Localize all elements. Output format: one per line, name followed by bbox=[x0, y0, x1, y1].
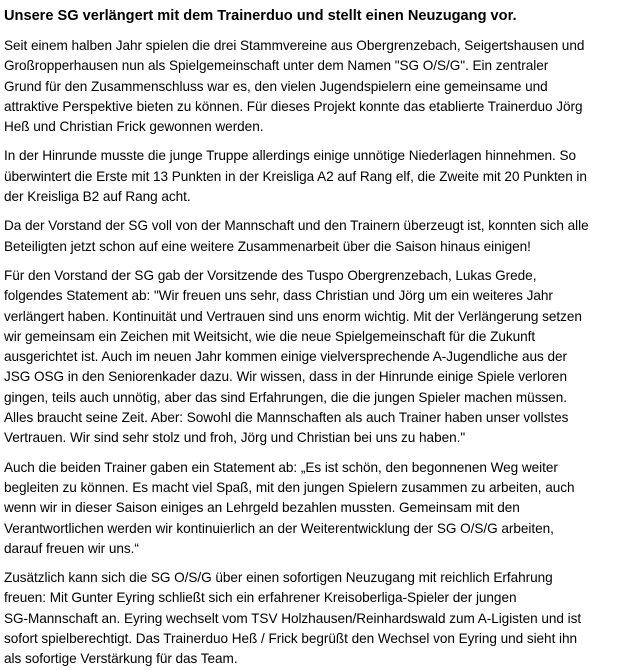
paragraph-line: verlängert haben. Kontinuität und Vertrauen sind uns enorm wichtig. Mit der Verlängerung setzen bbox=[4, 308, 582, 324]
paragraph-line: der Kreisliga B2 auf Rang acht. bbox=[4, 189, 191, 205]
article-paragraph bbox=[4, 146, 613, 207]
article-headline: Unsere SG verlängert mit dem Trainerduo und stellt einen Neuzugang vor. bbox=[4, 8, 517, 24]
paragraph-line: Heß und Christian Frick gewonnen werden. bbox=[4, 119, 264, 135]
paragraph-line: attraktive Perspektive bieten zu können. Für dieses Projekt konnte das etablierte Trainerduo Jörg bbox=[4, 98, 583, 114]
paragraph-line: Auch die beiden Trainer gaben ein Statement ab: „Es ist schön, den begonnenen Weg weiter bbox=[4, 459, 558, 475]
paragraph-line: folgendes Statement ab: "Wir freuen uns sehr, dass Christian und Jörg um ein weiteres Jahr bbox=[4, 288, 553, 304]
paragraph-line: freuen: Mit Gunter Eyring schließt sich ein erfahrener Kreisoberliga-Spieler der jungen bbox=[4, 590, 517, 606]
paragraph-line: Verantwortlichen werden wir kontinuierlich an der Weiterentwicklung der SG O/S/G arbeiten, bbox=[4, 520, 554, 536]
paragraph-line: JSG OSG in den Seniorenkader dazu. Wir wissen, dass in der Hinrunde einige Spiele verloren bbox=[4, 369, 567, 385]
article-paragraph bbox=[4, 266, 613, 449]
paragraph-line: sofort spielberechtigt. Das Trainerduo Heß / Frick begrüßt den Wechsel von Eyring und sieht ihn bbox=[4, 631, 578, 647]
paragraph-line: darauf freuen wir uns.“ bbox=[4, 540, 139, 556]
paragraph-line: Großropperhausen nun als Spielgemeinschaft unter dem Namen "SG O/S/G". Ein zentraler bbox=[4, 58, 549, 74]
article-body bbox=[4, 36, 613, 670]
paragraph-line: Seit einem halben Jahr spielen die drei Stammvereine aus Obergrenzebach, Seigertshausen und bbox=[4, 38, 585, 53]
paragraph-line: überwintert die Erste mit 13 Punkten in der Kreisliga A2 auf Rang elf, die Zweite mit 20 Punkten in bbox=[4, 168, 587, 184]
paragraph-line: Für den Vorstand der SG gab der Vorsitzende des Tuspo Obergrenzebach, Lukas Grede, bbox=[4, 267, 537, 283]
article-paragraph bbox=[4, 458, 613, 559]
article-paragraph bbox=[4, 568, 613, 669]
paragraph-line: ausgerichtet ist. Auch im neuen Jahr kommen einige vielversprechende A-Jugendliche aus der bbox=[4, 349, 567, 365]
article-paragraph bbox=[4, 36, 613, 137]
paragraph-line: Grund für den Zusammenschluss war es, den vielen Jugendspielern eine gemeinsame und bbox=[4, 78, 548, 94]
paragraph-line: Da der Vorstand der SG voll von der Mannschaft und den Trainern überzeugt ist, konnten sich alle bbox=[4, 218, 589, 234]
paragraph-line: In der Hinrunde musste die junge Truppe allerdings einige unnötige Niederlagen hinnehmen. So bbox=[4, 148, 577, 164]
paragraph-line: Beteiligten jetzt schon auf eine weitere Zusammenarbeit über die Saison hinaus einigen! bbox=[4, 238, 531, 254]
paragraph-line: Vertrauen. Wir sind sehr stolz und froh, Jörg und Christian bei uns zu haben." bbox=[4, 430, 466, 446]
paragraph-line: Zusätzlich kann sich die SG O/S/G über einen sofortigen Neuzugang mit reichlich Erfahrung bbox=[4, 570, 553, 586]
paragraph-line: gingen, teils auch unnötig, aber das sind Erfahrungen, die die jungen Spieler machen müssen. bbox=[4, 389, 567, 405]
paragraph-line: als sofortige Verstärkung für das Team. bbox=[4, 651, 238, 667]
article-paragraph bbox=[4, 216, 613, 257]
paragraph-line: begleiten zu können. Es macht viel Spaß, mit den jungen Spielern zusammen zu arbeiten, auch bbox=[4, 479, 575, 495]
paragraph-line: wenn wir in dieser Saison einiges an Lehrgeld bezahlen mussten. Gemeinsam mit den bbox=[4, 500, 520, 516]
paragraph-line: SG-Mannschaft an. Eyring wechselt vom TSV Holzhausen/Reinhardswald zum A-Ligisten und ist bbox=[4, 610, 582, 626]
paragraph-line: Alles braucht seine Zeit. Aber: Sowohl die Mannschaften als auch Trainer haben unser vollstes bbox=[4, 410, 569, 426]
paragraph-line: wir gemeinsam ein Zeichen mit Weitsicht, wie die neue Spielgemeinschaft für die Zukunft bbox=[4, 328, 536, 344]
